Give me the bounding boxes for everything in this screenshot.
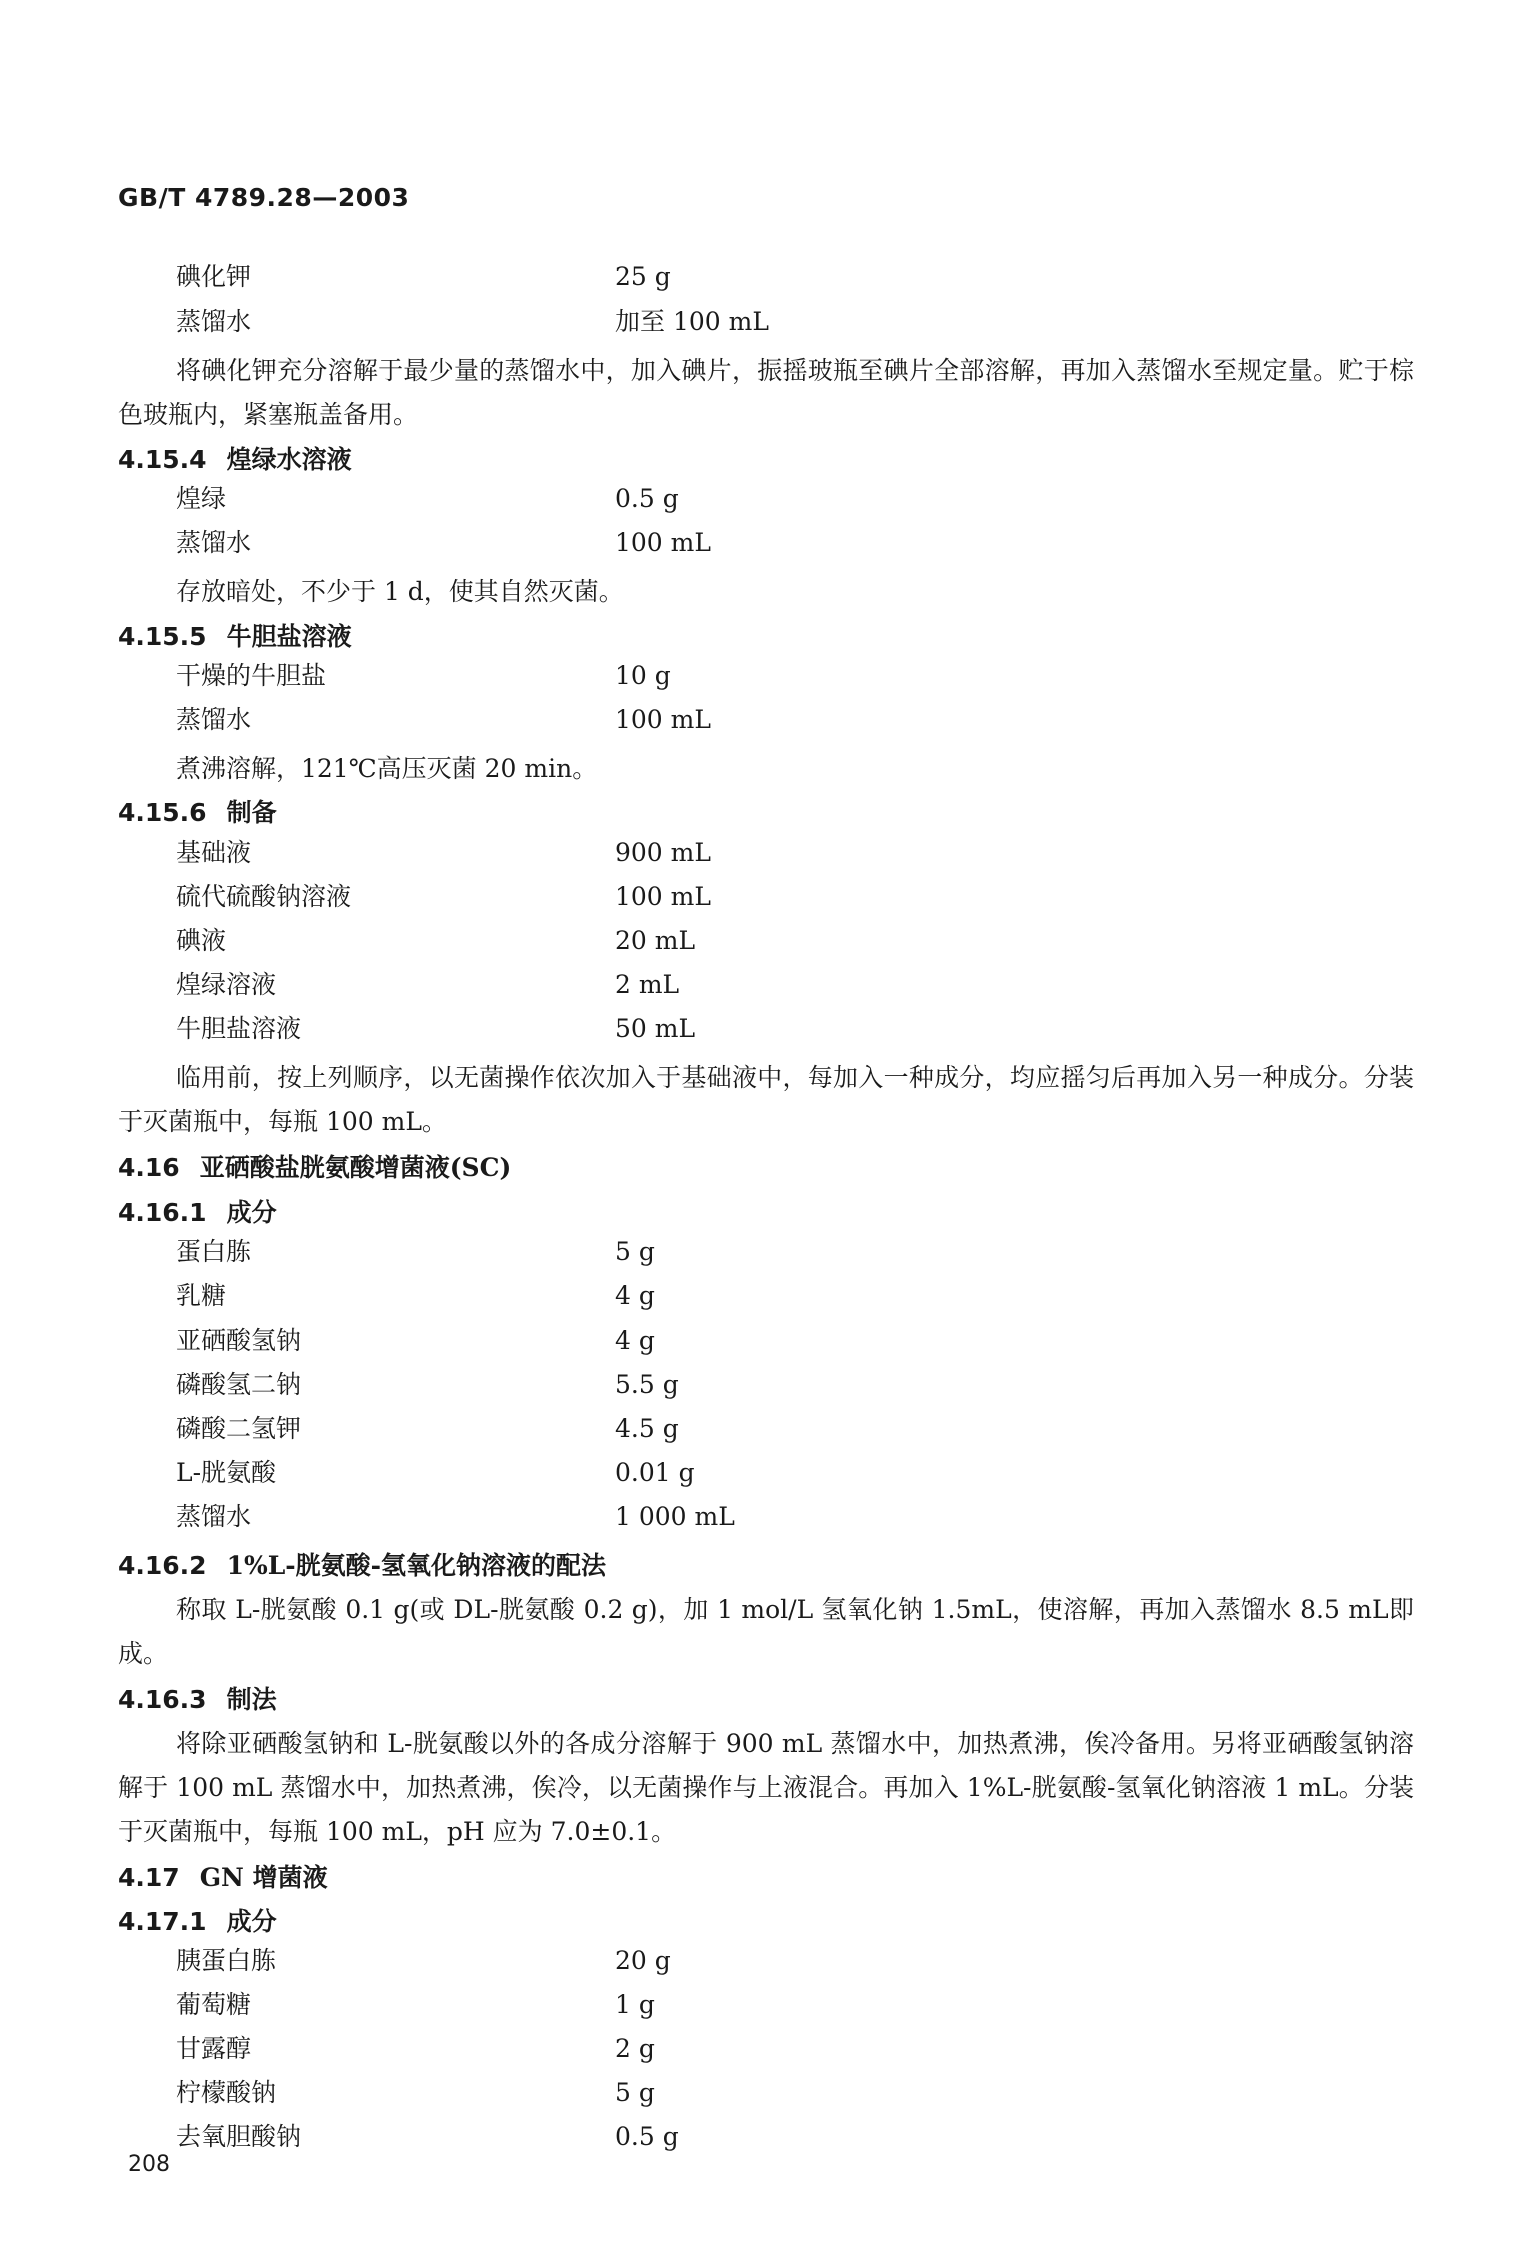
ingredient-amount: 0.01 g <box>615 1458 695 1487</box>
ingredient-name: 蒸馏水 <box>176 1502 252 1531</box>
ingredient-name: 磷酸氢二钠 <box>176 1370 302 1399</box>
instruction-paragraph: 称取 L-胱氨酸 0.1 g(或 DL-胱氨酸 0.2 g)，加 1 mol/L 氢氧化钠 1.5mL，使溶解，再加入蒸馏水 8.5 mL即成。 <box>118 1595 1414 1668</box>
section-title: 制法 <box>226 1685 277 1714</box>
ingredient-name: 煌绿溶液 <box>176 970 277 999</box>
ingredient-amount: 4 g <box>615 1326 655 1355</box>
section-number: 4.16.1 <box>118 1198 207 1227</box>
section-title: 成分 <box>226 1198 277 1227</box>
instruction-paragraph: 临用前，按上列顺序，以无菌操作依次加入于基础液中，每加入一种成分，均应摇匀后再加入另一种成分。分装于灭菌瓶中，每瓶 100 mL。 <box>118 1063 1414 1136</box>
section-title: 亚硒酸盐胱氨酸增菌液(SC) <box>199 1153 512 1182</box>
standard-code-header: GB/T 4789.28—2003 <box>118 183 410 212</box>
section-title: 牛胆盐溶液 <box>226 622 352 651</box>
section-number: 4.17 <box>118 1863 180 1892</box>
section-heading <box>118 793 277 829</box>
ingredient-amount: 0.5 g <box>615 2122 679 2151</box>
ingredient-name: 去氧胆酸钠 <box>176 2122 302 2151</box>
section-title: 成分 <box>226 1907 277 1936</box>
section-number: 4.16.2 <box>118 1551 207 1580</box>
ingredient-amount: 100 mL <box>615 882 711 911</box>
section-heading <box>118 1148 511 1184</box>
ingredient-amount: 20 mL <box>615 926 696 955</box>
ingredient-amount: 2 mL <box>615 970 680 999</box>
ingredient-amount: 加至 100 mL <box>615 307 769 336</box>
ingredient-amount: 5.5 g <box>615 1370 679 1399</box>
ingredient-amount: 1 000 mL <box>615 1502 735 1531</box>
ingredient-name: 蒸馏水 <box>176 705 252 734</box>
section-number: 4.15.5 <box>118 622 207 651</box>
instruction-text: 存放暗处，不少于 1 d，使其自然灭菌。 <box>176 577 624 606</box>
ingredient-name: 乳糖 <box>176 1281 227 1310</box>
ingredient-amount: 1 g <box>615 1990 655 2019</box>
section-heading <box>118 440 352 476</box>
ingredient-amount: 2 g <box>615 2034 655 2063</box>
ingredient-name: 蛋白胨 <box>176 1237 252 1266</box>
ingredient-name: 亚硒酸氢钠 <box>176 1326 302 1355</box>
section-heading <box>118 1680 277 1716</box>
page-number: 208 <box>128 2152 170 2177</box>
instruction-paragraph: 将除亚硒酸氢钠和 L-胱氨酸以外的各成分溶解于 900 mL 蒸馏水中，加热煮沸，俟冷备用。另将亚硒酸氢钠溶解于 100 mL 蒸馏水中，加热煮沸，俟冷，以无菌操作与上液混合。再加入 1%L-胱氨酸-氢氧化钠溶液 1 mL。分装于灭菌瓶中，每瓶 100 mL，pH 应为 7.0±0.1。 <box>118 1729 1414 1846</box>
ingredient-amount: 900 mL <box>615 838 711 867</box>
ingredient-amount: 0.5 g <box>615 484 679 513</box>
ingredient-name: 碘液 <box>176 926 227 955</box>
section-heading <box>118 1546 606 1582</box>
ingredient-amount: 100 mL <box>615 705 711 734</box>
ingredient-name: 磷酸二氢钾 <box>176 1414 302 1443</box>
ingredient-amount: 5 g <box>615 2078 655 2107</box>
ingredient-amount: 5 g <box>615 1237 655 1266</box>
section-title: 制备 <box>226 798 277 827</box>
section-number: 4.16 <box>118 1153 180 1182</box>
instruction-paragraph: 将碘化钾充分溶解于最少量的蒸馏水中，加入碘片，振摇玻瓶至碘片全部溶解，再加入蒸馏水至规定量。贮于棕色玻瓶内，紧塞瓶盖备用。 <box>118 356 1414 429</box>
instruction-text: 煮沸溶解，121℃高压灭菌 20 min。 <box>176 754 598 783</box>
section-heading <box>118 1902 277 1938</box>
ingredient-amount: 25 g <box>615 262 671 291</box>
ingredient-name: 甘露醇 <box>176 2034 252 2063</box>
ingredient-name: 牛胆盐溶液 <box>176 1014 302 1043</box>
ingredient-amount: 4 g <box>615 1281 655 1310</box>
section-heading <box>118 1193 277 1229</box>
section-number: 4.17.1 <box>118 1907 207 1936</box>
section-number: 4.15.6 <box>118 798 207 827</box>
ingredient-name: 基础液 <box>176 838 252 867</box>
ingredient-name: L-胱氨酸 <box>176 1458 277 1487</box>
ingredient-name: 干燥的牛胆盐 <box>176 661 327 690</box>
ingredient-amount: 10 g <box>615 661 671 690</box>
ingredient-name: 硫代硫酸钠溶液 <box>176 882 352 911</box>
section-heading <box>118 1858 328 1894</box>
ingredient-name: 胰蛋白胨 <box>176 1946 277 1975</box>
section-heading <box>118 617 352 653</box>
ingredient-name: 煌绿 <box>176 484 227 513</box>
ingredient-amount: 4.5 g <box>615 1414 679 1443</box>
section-number: 4.16.3 <box>118 1685 207 1714</box>
ingredient-name: 柠檬酸钠 <box>176 2078 277 2107</box>
ingredient-amount: 20 g <box>615 1946 671 1975</box>
section-title: GN 增菌液 <box>199 1863 328 1892</box>
ingredient-amount: 50 mL <box>615 1014 696 1043</box>
section-title: 1%L-胱氨酸-氢氧化钠溶液的配法 <box>226 1551 607 1580</box>
section-number: 4.15.4 <box>118 445 207 474</box>
ingredient-amount: 100 mL <box>615 528 711 557</box>
ingredient-name: 蒸馏水 <box>176 528 252 557</box>
ingredient-name: 碘化钾 <box>176 262 252 291</box>
ingredient-name: 蒸馏水 <box>176 307 252 336</box>
ingredient-name: 葡萄糖 <box>176 1990 252 2019</box>
section-title: 煌绿水溶液 <box>226 445 352 474</box>
